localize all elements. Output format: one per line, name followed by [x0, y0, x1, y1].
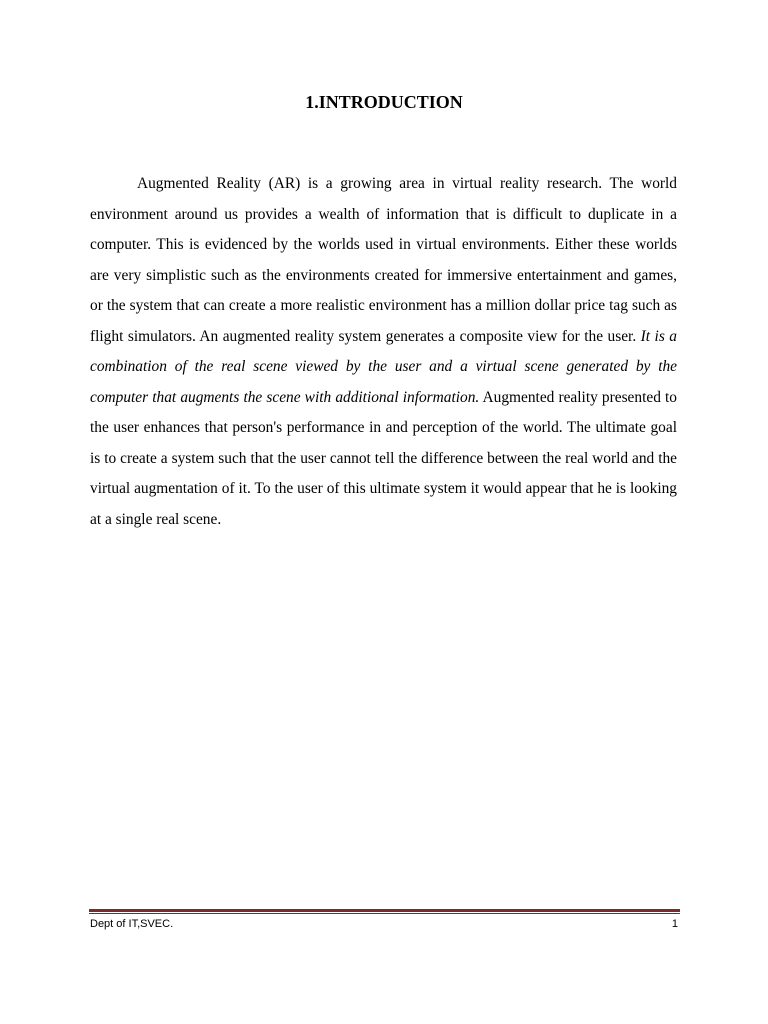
paragraph-emphasis: It is a combination of the real scene viewed by the user and a virtual scene generated by the computer that augments the scene with additional information.: [90, 327, 678, 406]
paragraph-text-part2: Augmented reality presented to the user enhances that person's performance in and perception of the world. The ultimate goal is to create a system such that the user cannot tell the difference between the real world and the virtual augmentation of it. To the user of this ultimate system it would appear that he is looking at a single real scene.: [90, 388, 677, 528]
footer-department: Dept of IT,SVEC.: [90, 918, 174, 930]
footer-divider-thin: [89, 913, 680, 914]
footer-page-number: 1: [671, 918, 678, 930]
introduction-paragraph: [90, 169, 677, 535]
paragraph-text-part1: Augmented Reality (AR) is a growing area in virtual reality research. The world environment around us provides a wealth of information that is difficult to duplicate in a computer. This is evidenced by the worlds used in virtual environments. Either these worlds are very simplistic such as the environments created for immersive entertainment and games, or the system that can create a more realistic environment has a million dollar price tag such as flight simulators. An augmented reality system generates a composite view for the user.: [90, 175, 677, 345]
page-title: 1.INTRODUCTION: [305, 92, 463, 112]
footer-divider-thick: [89, 909, 680, 912]
